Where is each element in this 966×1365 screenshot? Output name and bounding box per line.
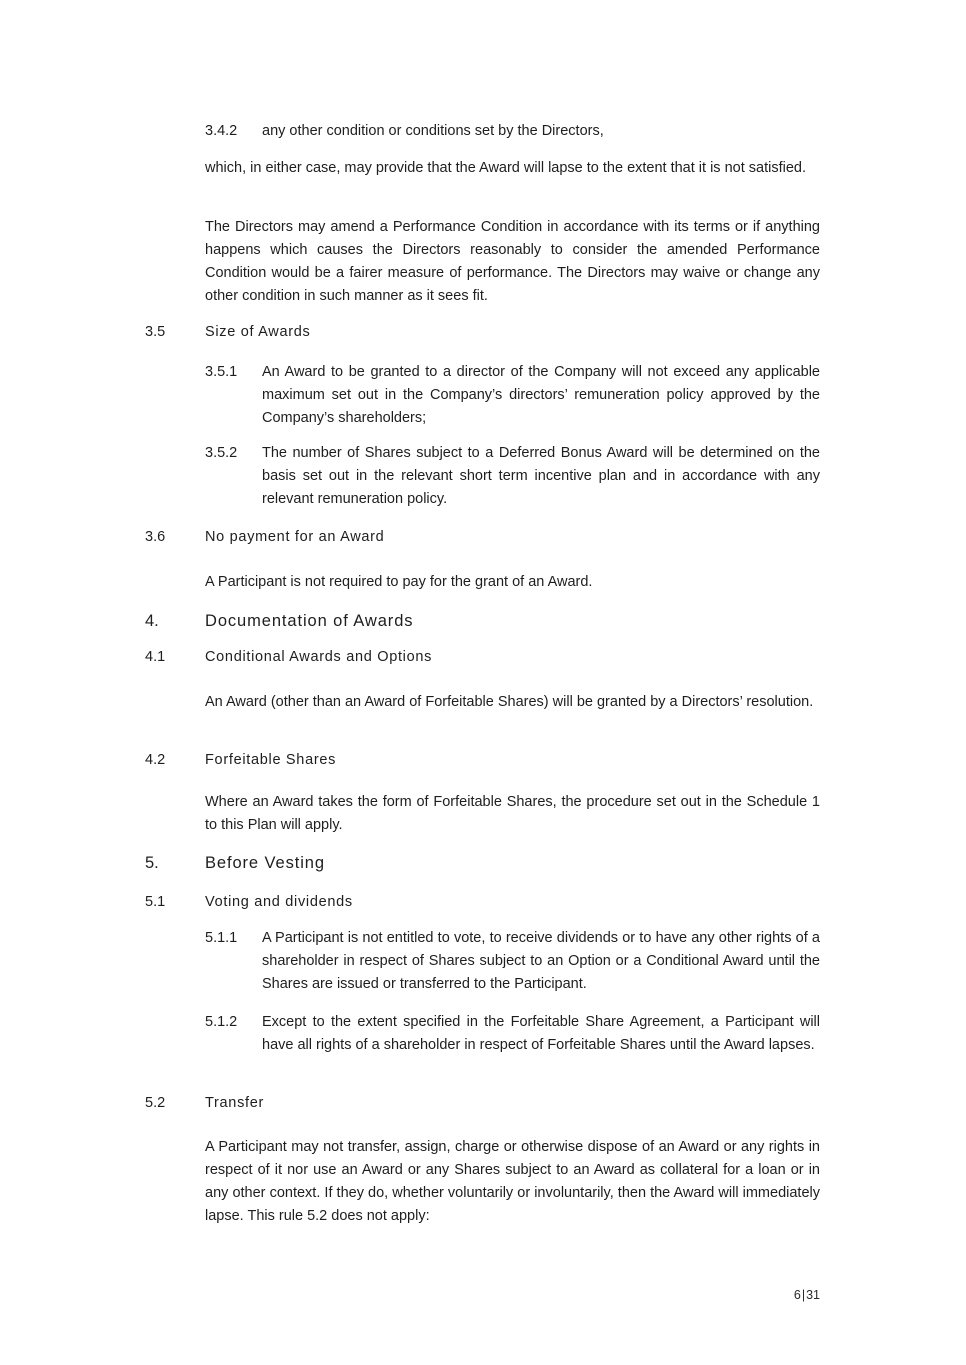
paragraph: A Participant is not required to pay for the grant of an Award. bbox=[205, 574, 593, 590]
section-title: Conditional Awards and Options bbox=[205, 649, 433, 665]
section-title: Before Vesting bbox=[205, 854, 325, 872]
section-number: 5.2 bbox=[145, 1095, 166, 1111]
paragraph: A Participant may not transfer, assign, charge or otherwise dispose of an Award or any rights in respect of it nor use an Award or any Shares subject to an Award as collateral for a loan or in any other context. If they do, whether voluntarily or involuntarily, then the Award will immediately lapse. This rule 5.2 does not apply: bbox=[205, 1139, 820, 1224]
total-pages: 31 bbox=[806, 1288, 820, 1302]
clause-number: 3.5.1 bbox=[205, 364, 238, 380]
section-title: Voting and dividends bbox=[205, 894, 353, 910]
clause-text: An Award to be granted to a director of the Company will not exceed any applicable maximum set out in the Company’s directors’ remuneration policy approved by the Company’s shareholders; bbox=[262, 364, 820, 426]
section-heading-5 bbox=[145, 850, 820, 876]
paragraph: Where an Award takes the form of Forfeitable Shares, the procedure set out in the Schedule 1 to this Plan will apply. bbox=[205, 794, 820, 833]
section-number: 4.2 bbox=[145, 752, 166, 768]
section-heading-5-2 bbox=[145, 1092, 820, 1115]
clause-3-5-1 bbox=[145, 361, 820, 430]
clause-text: Except to the extent specified in the Forfeitable Share Agreement, a Participant will have all rights of a shareholder in respect of Forfeitable Shares until the Award lapses. bbox=[262, 1014, 820, 1053]
clause-3-4-2 bbox=[145, 120, 820, 143]
clause-text: The number of Shares subject to a Deferred Bonus Award will be determined on the basis set out in the relevant short term incentive plan and in accordance with any relevant remuneration policy. bbox=[262, 445, 820, 507]
paragraph: The Directors may amend a Performance Condition in accordance with its terms or if anything happens which causes the Directors reasonably to consider the amended Performance Condition would be a fairer measure of performance. The Directors may waive or change any other condition in such manner as it sees fit. bbox=[205, 219, 820, 304]
footer-separator: | bbox=[801, 1288, 806, 1302]
clause-number: 5.1.1 bbox=[205, 930, 238, 946]
clause-number: 3.4.2 bbox=[205, 123, 238, 139]
clause-5-1-2 bbox=[145, 1011, 820, 1057]
section-number: 4. bbox=[145, 612, 159, 630]
clause-text: A Participant is not entitled to vote, to receive dividends or to have any other rights of a shareholder in respect of Shares subject to an Option or a Conditional Award until the Shares are issued or transferred to the Participant. bbox=[262, 930, 820, 992]
section-title: Forfeitable Shares bbox=[205, 752, 337, 768]
section-title: Size of Awards bbox=[205, 324, 311, 340]
clause-number: 5.1.2 bbox=[205, 1014, 238, 1030]
page-number: 6 bbox=[793, 1288, 801, 1302]
clause-3-5-2 bbox=[145, 442, 820, 511]
clause-5-1-1 bbox=[145, 927, 820, 996]
section-number: 4.1 bbox=[145, 649, 166, 665]
section-title: Transfer bbox=[205, 1095, 265, 1111]
section-heading-3-5 bbox=[145, 321, 820, 344]
section-heading-5-1 bbox=[145, 891, 820, 914]
paragraph: which, in either case, may provide that the Award will lapse to the extent that it is not satisfied. bbox=[205, 160, 806, 176]
section-heading-4-1 bbox=[145, 646, 820, 669]
section-title: No payment for an Award bbox=[205, 529, 385, 545]
section-heading-3-6 bbox=[145, 526, 820, 549]
section-number: 3.5 bbox=[145, 324, 166, 340]
section-number: 5. bbox=[145, 854, 159, 872]
section-number: 5.1 bbox=[145, 894, 166, 910]
section-heading-4 bbox=[145, 608, 820, 634]
clause-text: any other condition or conditions set by the Directors, bbox=[262, 123, 604, 139]
section-number: 3.6 bbox=[145, 529, 166, 545]
page-footer bbox=[794, 1287, 820, 1303]
section-title: Documentation of Awards bbox=[205, 612, 414, 630]
paragraph: An Award (other than an Award of Forfeitable Shares) will be granted by a Directors’ resolution. bbox=[205, 694, 814, 710]
section-heading-4-2 bbox=[145, 749, 820, 772]
clause-number: 3.5.2 bbox=[205, 445, 238, 461]
